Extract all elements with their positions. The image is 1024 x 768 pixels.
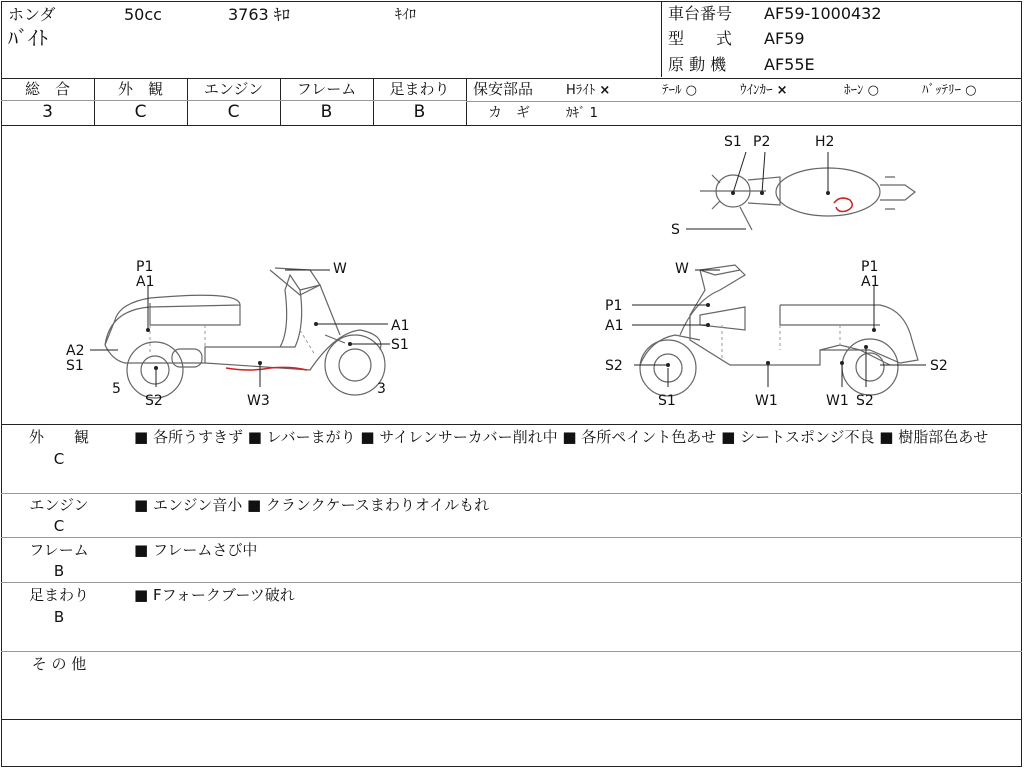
type-value: AF59 [764,29,805,48]
frame-no: AF59-1000432 [764,4,882,23]
label-top-s: S [671,222,680,238]
safety-title: 保安部品 [473,80,534,98]
damage-mark-h2 [834,198,852,211]
label-left-a1: A1 [136,274,155,290]
remark-category: そ の 他 [31,655,87,673]
label-right-s2c: S2 [856,393,874,409]
engine-value: AF55E [764,55,815,74]
remark-grade: B [53,562,65,580]
label-left-a2: A2 [66,343,85,359]
label-left-s1b: S1 [66,358,84,374]
remark-category: エンジン [29,496,89,514]
label-right-a1: A1 [861,274,880,290]
remark-divider [1,537,1022,538]
header-divider [661,1,662,77]
grade-value-suspension: B [413,102,426,122]
label-left-s2: S2 [145,393,163,409]
label-right-w: W [675,261,689,277]
mileage: 3763 ｷﾛ [228,5,290,24]
remark-divider [1,582,1022,583]
safety-item-horn: ﾎｰﾝ ○ [844,83,879,98]
label-left-a1b: A1 [391,318,410,334]
grade-label-engine: エンジン [203,80,264,98]
frame-no-label: 車台番号 [668,4,733,23]
safety-item-tail: ﾃｰﾙ ○ [662,83,697,98]
label-right-w1: W1 [755,393,778,409]
displacement: 50cc [124,5,162,24]
key-value: ｶｷﾞ 1 [566,106,598,121]
damage-mark-w3 [226,367,307,370]
label-right-a1b: A1 [605,318,624,334]
remark-grade: B [53,608,65,626]
remark-grade: C [53,450,65,468]
model-name: ﾊﾞｲﾄ [8,26,48,50]
label-top-s1: S1 [724,134,742,150]
remark-category: 足まわり [28,586,89,604]
grade-value-overall: 3 [42,102,53,122]
grade-label-overall: 総 合 [24,80,70,98]
safety-midline [466,101,1022,102]
grade-label-suspension: 足まわり [389,80,450,98]
remark-text: ■ Fフォークブーツ破れ [134,586,295,604]
safety-item-headlight: Hﾗｲﾄ × [566,83,611,98]
type-label: 型 式 [668,29,733,48]
remark-category: 外 観 [28,428,89,446]
label-right-p1: P1 [861,259,879,275]
label-left-w3: W3 [247,393,270,409]
label-left-p1: P1 [136,259,154,275]
grade-row-top [1,78,1022,79]
label-left-5: 5 [112,381,121,397]
remark-text: ■ 各所うすきず ■ レバーまがり ■ サイレンサーカバー削れ中 ■ 各所ペイント色あせ ■ シートスポンジ不良 ■ 樹脂部色あせ [134,428,989,446]
remark-divider [1,651,1022,652]
mileage-type: ｷｲﾛ [395,7,416,23]
key-label: カ ギ [488,105,530,121]
grade-value-engine: C [227,102,240,122]
label-right-w1b: W1 [826,393,849,409]
remark-grade: C [53,517,65,535]
engine-label: 原 動 機 [668,55,727,74]
grade-label-frame: フレーム [296,80,357,98]
label-right-s1: S1 [658,393,676,409]
grade-value-exterior: C [134,102,147,122]
grade-value-frame: B [320,102,333,122]
safety-item-battery: ﾊﾞｯﾃﾘｰ ○ [922,83,977,98]
label-top-p2: P2 [753,134,771,150]
maker: ホンダ [8,5,56,24]
label-left-s1: S1 [391,337,409,353]
remark-text: ■ フレームさび中 [134,541,258,559]
remark-text: ■ エンジン音小 ■ クランクケースまわりオイルもれ [134,496,490,514]
damage-diagram [0,125,1024,425]
label-left-3: 3 [377,381,386,397]
grade-midline [1,100,466,101]
remarks-bottom [1,719,1022,720]
remark-category: フレーム [29,541,89,559]
grade-label-exterior: 外 観 [117,80,163,98]
label-right-s2: S2 [605,358,623,374]
label-top-h2: H2 [815,134,835,150]
label-right-s2b: S2 [930,358,948,374]
safety-item-winker: ｳｲﾝｶｰ × [740,83,788,98]
label-right-p1b: P1 [605,298,623,314]
label-left-w: W [333,261,347,277]
